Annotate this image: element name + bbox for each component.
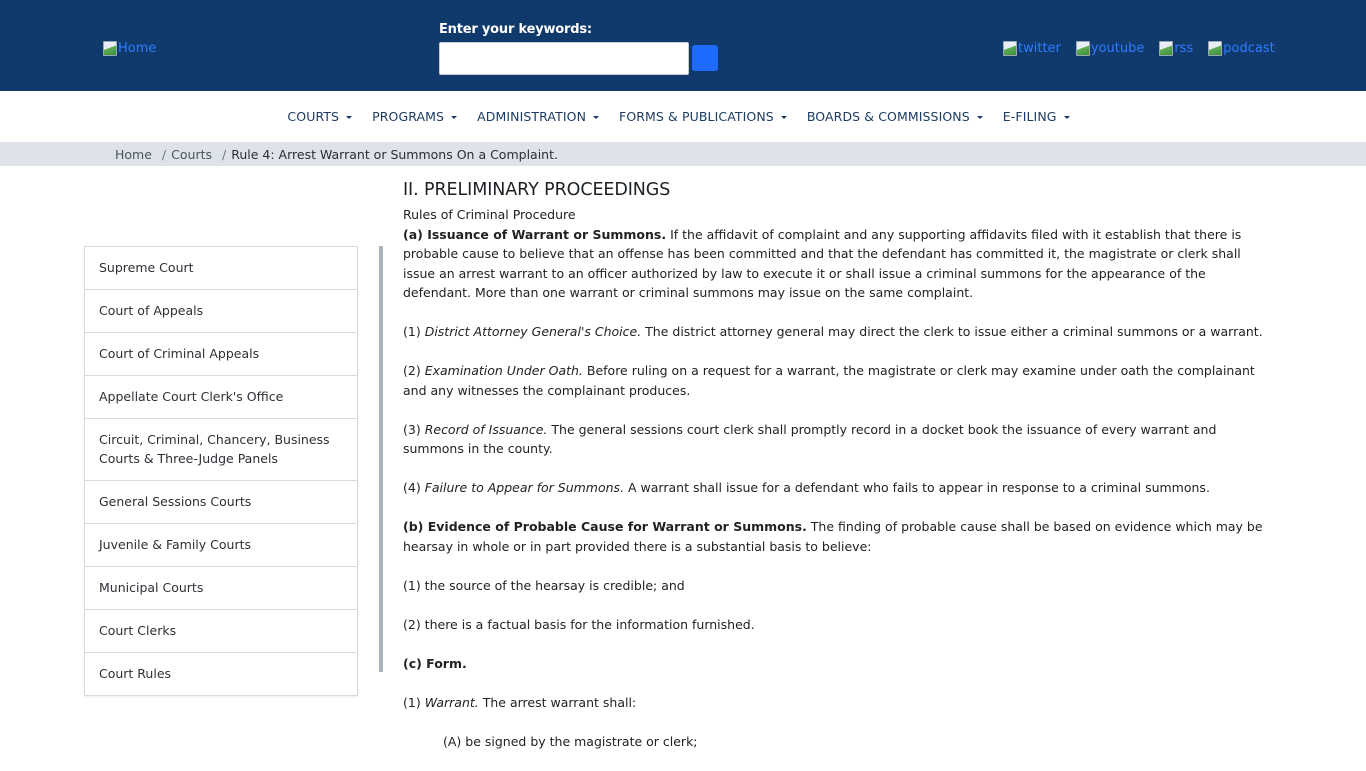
rule-content bbox=[403, 178, 1263, 771]
nav-forms-publications-label: FORMS & PUBLICATIONS bbox=[619, 109, 774, 124]
twitter-icon bbox=[1003, 41, 1017, 56]
nav-administration[interactable] bbox=[467, 109, 609, 124]
content-divider bbox=[379, 246, 383, 672]
youtube-link[interactable] bbox=[1076, 41, 1144, 56]
sidebar-item-appellate-court-clerks-office[interactable]: Appellate Court Clerk's Office bbox=[85, 376, 357, 419]
nav-boards-commissions-label: BOARDS & COMMISSIONS bbox=[806, 109, 970, 124]
nav-courts-label: COURTS bbox=[287, 109, 340, 124]
item-text: A warrant shall issue for a defendant who fails to appear in response to a criminal summons. bbox=[624, 480, 1210, 495]
section-b-text: The finding of probable cause shall be based on evidence which may be hearsay in whole or in part provided there is a substantial basis to believe: bbox=[403, 519, 1263, 554]
item-text: The arrest warrant shall: bbox=[478, 694, 637, 710]
item-number: (4) bbox=[403, 480, 425, 495]
section-a-item-2 bbox=[403, 361, 1263, 400]
caret-down-icon bbox=[593, 116, 599, 119]
search-input[interactable] bbox=[439, 42, 689, 75]
breadcrumb bbox=[0, 142, 1366, 166]
section-a-heading: (a) Issuance of Warrant or Summons. bbox=[403, 226, 667, 242]
item-text: Before ruling on a request for a warrant, the magistrate or clerk may examine under oath the complainant and any witnesses the complainant produces. bbox=[403, 363, 1255, 398]
home-logo-link[interactable] bbox=[103, 41, 156, 56]
nav-forms-publications[interactable] bbox=[609, 109, 797, 124]
section-a-item-1 bbox=[403, 322, 1263, 342]
nav-courts[interactable] bbox=[277, 109, 362, 124]
podcast-alt: podcast bbox=[1223, 41, 1275, 56]
caret-down-icon bbox=[781, 116, 787, 119]
caret-down-icon bbox=[451, 116, 457, 119]
item-title: Examination Under Oath. bbox=[424, 363, 583, 378]
youtube-alt: youtube bbox=[1090, 41, 1145, 56]
item-number: (3) bbox=[403, 421, 425, 437]
page-subtitle: Rules of Criminal Procedure bbox=[403, 207, 576, 222]
breadcrumb-current: Rule 4: Arrest Warrant or Summons On a Complaint. bbox=[231, 146, 558, 162]
section-a-item-3 bbox=[403, 420, 1263, 459]
section-b-item-1: (1) the source of the hearsay is credible; and bbox=[403, 577, 685, 593]
item-text: The general sessions court clerk shall promptly record in a docket book the issuance of every warrant and summons in the county. bbox=[403, 421, 1217, 456]
sidebar-item-court-of-criminal-appeals[interactable]: Court of Criminal Appeals bbox=[85, 333, 357, 376]
nav-programs[interactable] bbox=[362, 109, 467, 124]
youtube-icon bbox=[1076, 41, 1090, 56]
section-b bbox=[403, 517, 1263, 556]
item-title: District Attorney General's Choice. bbox=[424, 324, 642, 339]
section-c bbox=[403, 654, 1263, 674]
item-number: (2) bbox=[403, 363, 425, 378]
nav-e-filing-label: E-FILING bbox=[1002, 109, 1057, 124]
item-title: Record of Issuance. bbox=[424, 421, 548, 437]
item-title: Failure to Appear for Summons. bbox=[424, 480, 625, 495]
nav-e-filing[interactable] bbox=[993, 109, 1080, 124]
sidebar-item-supreme-court[interactable]: Supreme Court bbox=[85, 247, 357, 290]
breadcrumb-separator: / bbox=[222, 146, 227, 162]
caret-down-icon bbox=[977, 116, 983, 119]
caret-down-icon bbox=[1064, 116, 1070, 119]
search-button[interactable] bbox=[692, 45, 718, 71]
rss-link[interactable] bbox=[1159, 41, 1193, 56]
section-a-text: If the affidavit of complaint and any supporting affidavits filed with it establish that there is probable cause to believe that an offense has been committed and that the defendant has committed it, the magistrate or clerk shall issue an arrest warrant to an officer authorized by law to execute it or shall issue a criminal summons for the appearance of the defendant. More than one warrant or criminal summons may issue on the same complaint. bbox=[403, 226, 1242, 300]
item-text: The district attorney general may direct the clerk to issue either a criminal summons or a warrant. bbox=[641, 324, 1263, 339]
section-c-item-1 bbox=[403, 693, 1263, 713]
sidebar-item-court-clerks[interactable]: Court Clerks bbox=[85, 610, 357, 653]
sidebar-item-circuit-criminal-chancery[interactable]: Circuit, Criminal, Chancery, Business Courts & Three-Judge Panels bbox=[85, 419, 357, 481]
sidebar-item-general-sessions-courts[interactable]: General Sessions Courts bbox=[85, 481, 357, 524]
breadcrumb-home[interactable]: Home bbox=[115, 146, 152, 162]
sidebar-item-court-rules[interactable]: Court Rules bbox=[99, 666, 172, 681]
broken-image-icon bbox=[103, 41, 117, 56]
search-label: Enter your keywords: bbox=[439, 22, 592, 37]
rss-alt: rss bbox=[1174, 41, 1194, 56]
site-header bbox=[0, 0, 1366, 91]
sidebar-item-juvenile-family-courts[interactable]: Juvenile & Family Courts bbox=[85, 524, 357, 567]
social-links bbox=[1003, 41, 1275, 56]
page-title: II. PRELIMINARY PROCEEDINGS bbox=[403, 180, 671, 200]
podcast-icon bbox=[1208, 41, 1222, 56]
podcast-link[interactable] bbox=[1208, 41, 1274, 56]
nav-programs-label: PROGRAMS bbox=[372, 109, 445, 124]
sidebar-item-court-of-appeals[interactable]: Court of Appeals bbox=[85, 290, 357, 333]
section-a-item-4 bbox=[403, 478, 1263, 498]
item-number: (1) bbox=[403, 694, 425, 710]
section-b-item-2: (2) there is a factual basis for the information furnished. bbox=[403, 616, 755, 632]
section-c-subitem-a: (A) be signed by the magistrate or clerk; bbox=[443, 733, 698, 749]
sidebar-courts-menu bbox=[84, 246, 358, 696]
breadcrumb-separator: / bbox=[161, 146, 167, 162]
item-number: (1) bbox=[403, 324, 425, 339]
section-a bbox=[403, 225, 1263, 303]
section-b-heading: (b) Evidence of Probable Cause for Warrant or Summons. bbox=[403, 519, 807, 534]
nav-administration-label: ADMINISTRATION bbox=[477, 109, 587, 124]
twitter-alt: twitter bbox=[1018, 41, 1061, 56]
main-nav bbox=[0, 91, 1366, 142]
sidebar-item-municipal-courts[interactable]: Municipal Courts bbox=[85, 567, 357, 610]
home-logo-alt: Home bbox=[118, 41, 157, 56]
twitter-link[interactable] bbox=[1003, 41, 1061, 56]
rss-icon bbox=[1159, 41, 1173, 56]
item-title: Warrant. bbox=[424, 694, 479, 710]
caret-down-icon bbox=[346, 116, 352, 119]
section-c-heading: (c) Form. bbox=[403, 655, 467, 671]
breadcrumb-courts[interactable]: Courts bbox=[171, 146, 212, 162]
nav-boards-commissions[interactable] bbox=[797, 109, 993, 124]
